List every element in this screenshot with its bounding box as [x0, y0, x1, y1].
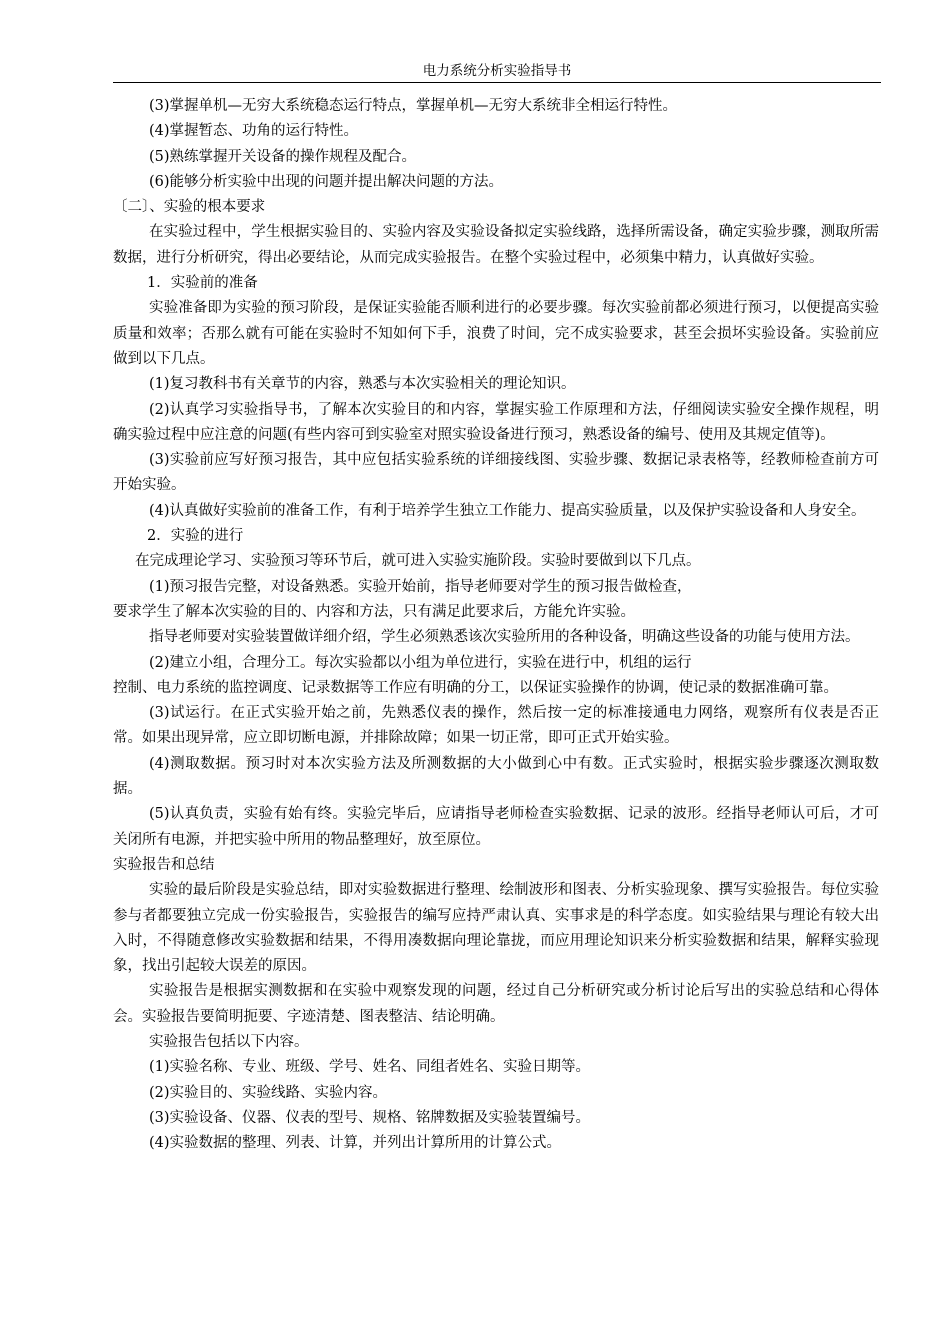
paragraph: 在完成理论学习、实验预习等环节后，就可进入实验实施阶段。实验时要做到以下几点。 [135, 553, 701, 570]
paragraph: 实验报告包括以下内容。 [149, 1033, 309, 1050]
subsection-heading: 2．实验的进行 [147, 528, 244, 545]
objective-item: (6)能够分析实验中出现的问题并提出解决问题的方法。 [149, 173, 504, 190]
subsection-heading: 1．实验前的准备 [147, 275, 258, 292]
list-item: (5)认真负责，实验有始有终。实验完毕后，应请指导老师检查实验数据、记录的波形。经指导老师认可后，才可关闭所有电源，并把实验中所用的物品整理好，放至原位。 [113, 806, 879, 848]
list-item: (3)试运行。在正式实验开始之前，先熟悉仪表的操作，然后按一定的标准接通电力网络，观察所有仪表是否正常。如果出现异常，应立即切断电源，并排除故障；如果一切正常，即可正式开始实验。 [113, 705, 879, 747]
objective-item: (3)掌握单机—无穷大系统稳态运行特点，掌握单机—无穷大系统非全相运行特性。 [149, 98, 678, 114]
header-divider [113, 82, 881, 83]
list-item: (2)建立小组，合理分工。每次实验都以小组为单位进行，实验在进行中，机组的运行 [149, 654, 692, 671]
paragraph: 实验的最后阶段是实验总结，即对实验数据进行整理、绘制波形和图表、分析实验现象、撰写实验报告。每位实验参与者都要独立完成一份实验报告，实验报告的编写应持严肃认真、实事求是的科学态度。如实验结果与理论有较大出入时，不得随意修改实验数据和结果，不得用凑数据向理论靠拢，而应用理论知识来分析实验数据和结果，解释实验现象，找出引起较大误差的原因。 [113, 882, 879, 975]
section-heading: 实验报告和总结 [113, 856, 215, 873]
page-header-title: 电力系统分析实验指导书 [422, 63, 572, 79]
paragraph: 指导老师要对实验装置做详细介绍，学生必须熟悉该次实验所用的各种设备，明确这些设备的功能与使用方法。 [149, 629, 860, 646]
list-item: (1)复习教科书有关章节的内容，熟悉与本次实验相关的理论知识。 [149, 376, 576, 393]
list-item: (3)实验设备、仪器、仪表的型号、规格、铭牌数据及实验装置编号。 [149, 1109, 591, 1126]
paragraph: 要求学生了解本次实验的目的、内容和方法，只有满足此要求后，方能允许实验。 [113, 603, 635, 620]
paragraph: 在实验过程中，学生根据实验目的、实验内容及实验设备拟定实验线路，选择所需设备，确定实验步骤，测取所需数据，进行分析研究，得出必要结论，从而完成实验报告。在整个实验过程中，必须集中精力，认真做好实验。 [113, 224, 879, 266]
list-item: (2)实验目的、实验线路、实验内容。 [149, 1084, 388, 1101]
list-item: (4)认真做好实验前的准备工作，有利于培养学生独立工作能力、提高实验质量，以及保护实验设备和人身安全。 [149, 502, 866, 519]
list-item: (1)预习报告完整，对设备熟悉。实验开始前，指导老师要对学生的预习报告做检查， [149, 578, 692, 595]
list-item: (4)测取数据。预习时对本次实验方法及所测数据的大小做到心中有数。正式实验时，根据实验步骤逐次测取数据。 [113, 755, 879, 798]
document-body [113, 94, 879, 1156]
paragraph: 控制、电力系统的监控调度、记录数据等工作应有明确的分工，以保证实验操作的协调，使记录的数据准确可靠。 [113, 679, 838, 696]
list-item: (3)实验前应写好预习报告，其中应包括实验系统的详细接线图、实验步骤、数据记录表格等，经教师检查前方可开始实验。 [113, 452, 879, 494]
paragraph: 实验准备即为实验的预习阶段，是保证实验能否顺利进行的必要步骤。每次实验前都必须进行预习，以便提高实验质量和效率；否那么就有可能在实验时不知如何下手，浪费了时间，完不成实验要求，甚至会损坏实验设备。实验前应做到以下几点。 [113, 300, 879, 367]
section-heading: 〔二〕、实验的根本要求 [113, 199, 266, 216]
list-item: (1)实验名称、专业、班级、学号、姓名、同组者姓名、实验日期等。 [149, 1059, 591, 1076]
list-item: (2)认真学习实验指导书，了解本次实验目的和内容，掌握实验工作原理和方法，仔细阅读实验安全操作规程，明确实验过程中应注意的问题(有些内容可到实验室对照实验设备进行预习，熟悉设备的编号、使用及其规定值等)。 [113, 401, 879, 443]
objective-item: (5)熟练掌握开关设备的操作规程及配合。 [149, 148, 417, 165]
paragraph: 实验报告是根据实测数据和在实验中观察发现的问题，经过自己分析研究或分析讨论后写出的实验总结和心得体会。实验报告要简明扼要、字迹清楚、图表整洁、结论明确。 [113, 983, 879, 1025]
list-item: (4)实验数据的整理、列表、计算，并列出计算所用的计算公式。 [149, 1135, 562, 1152]
objective-item: (4)掌握暂态、功角的运行特性。 [149, 123, 359, 140]
